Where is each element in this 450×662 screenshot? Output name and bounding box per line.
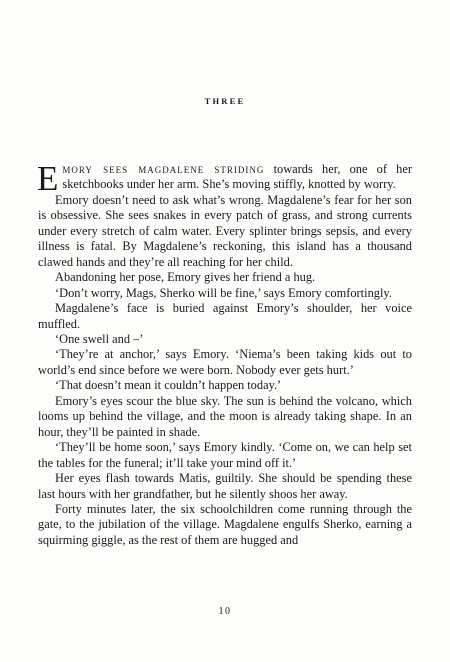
body-text (37, 159, 412, 548)
small-caps-lead: mory sees magdalene striding (62, 162, 265, 176)
paragraph: Emory doesn’t need to ask what’s wrong. Magdalene’s fear for her son is obsessive. She sees snakes in every patch of grass, and strong currents under every stretch of calm water. Every splinter brings sepsis, and every illness is fatal. By Magdalene’s reckoning, this island has a thousand clawed hands and they’re all reaching for her child. (38, 192, 412, 269)
paragraph: ‘One swell and –’ (55, 331, 144, 346)
paragraph: Forty minutes later, the six schoolchildren come running through the gate, to the jubilation of the village. Magdalene engulfs Sherko, earning a squirming giggle, as the rest of them are hugged and (38, 501, 412, 547)
opening-text: towards her, one of her sketchbooks under her arm. She’s moving stiffly, knotted by worry. (62, 162, 412, 192)
paragraph: Emory’s eyes scour the blue sky. The sun is behind the volcano, which looms up behind the village, and the moon is already taking shape. In an hour, they’ll be painted in shade. (38, 393, 412, 439)
chapter-heading: THREE (204, 96, 246, 106)
drop-cap: E (37, 159, 59, 198)
paragraph: ‘They’re at anchor,’ says Emory. ‘Niema’s been taking kids out to world’s end since before we were born. Nobody ever gets hurt.’ (38, 347, 412, 377)
paragraph: ‘They’ll be home soon,’ says Emory kindly. ‘Come on, we can help set the tables for the funeral; it’ll take your mind off it.’ (38, 440, 412, 470)
paragraph: Abandoning her pose, Emory gives her friend a hug. (55, 270, 316, 285)
page-number: 10 (218, 606, 232, 617)
paragraph: ‘Don’t worry, Mags, Sherko will be fine,’ says Emory comfortingly. (55, 285, 392, 300)
paragraph: Magdalene’s face is buried against Emory’s shoulder, her voice muffled. (38, 301, 412, 331)
paragraph: ‘That doesn’t mean it couldn’t happen today.’ (55, 378, 282, 393)
paragraph: Her eyes flash towards Matis, guiltily. She should be spending these last hours with her grandfather, but he silently shoos her away. (38, 471, 412, 501)
opening-paragraph (37, 159, 412, 198)
